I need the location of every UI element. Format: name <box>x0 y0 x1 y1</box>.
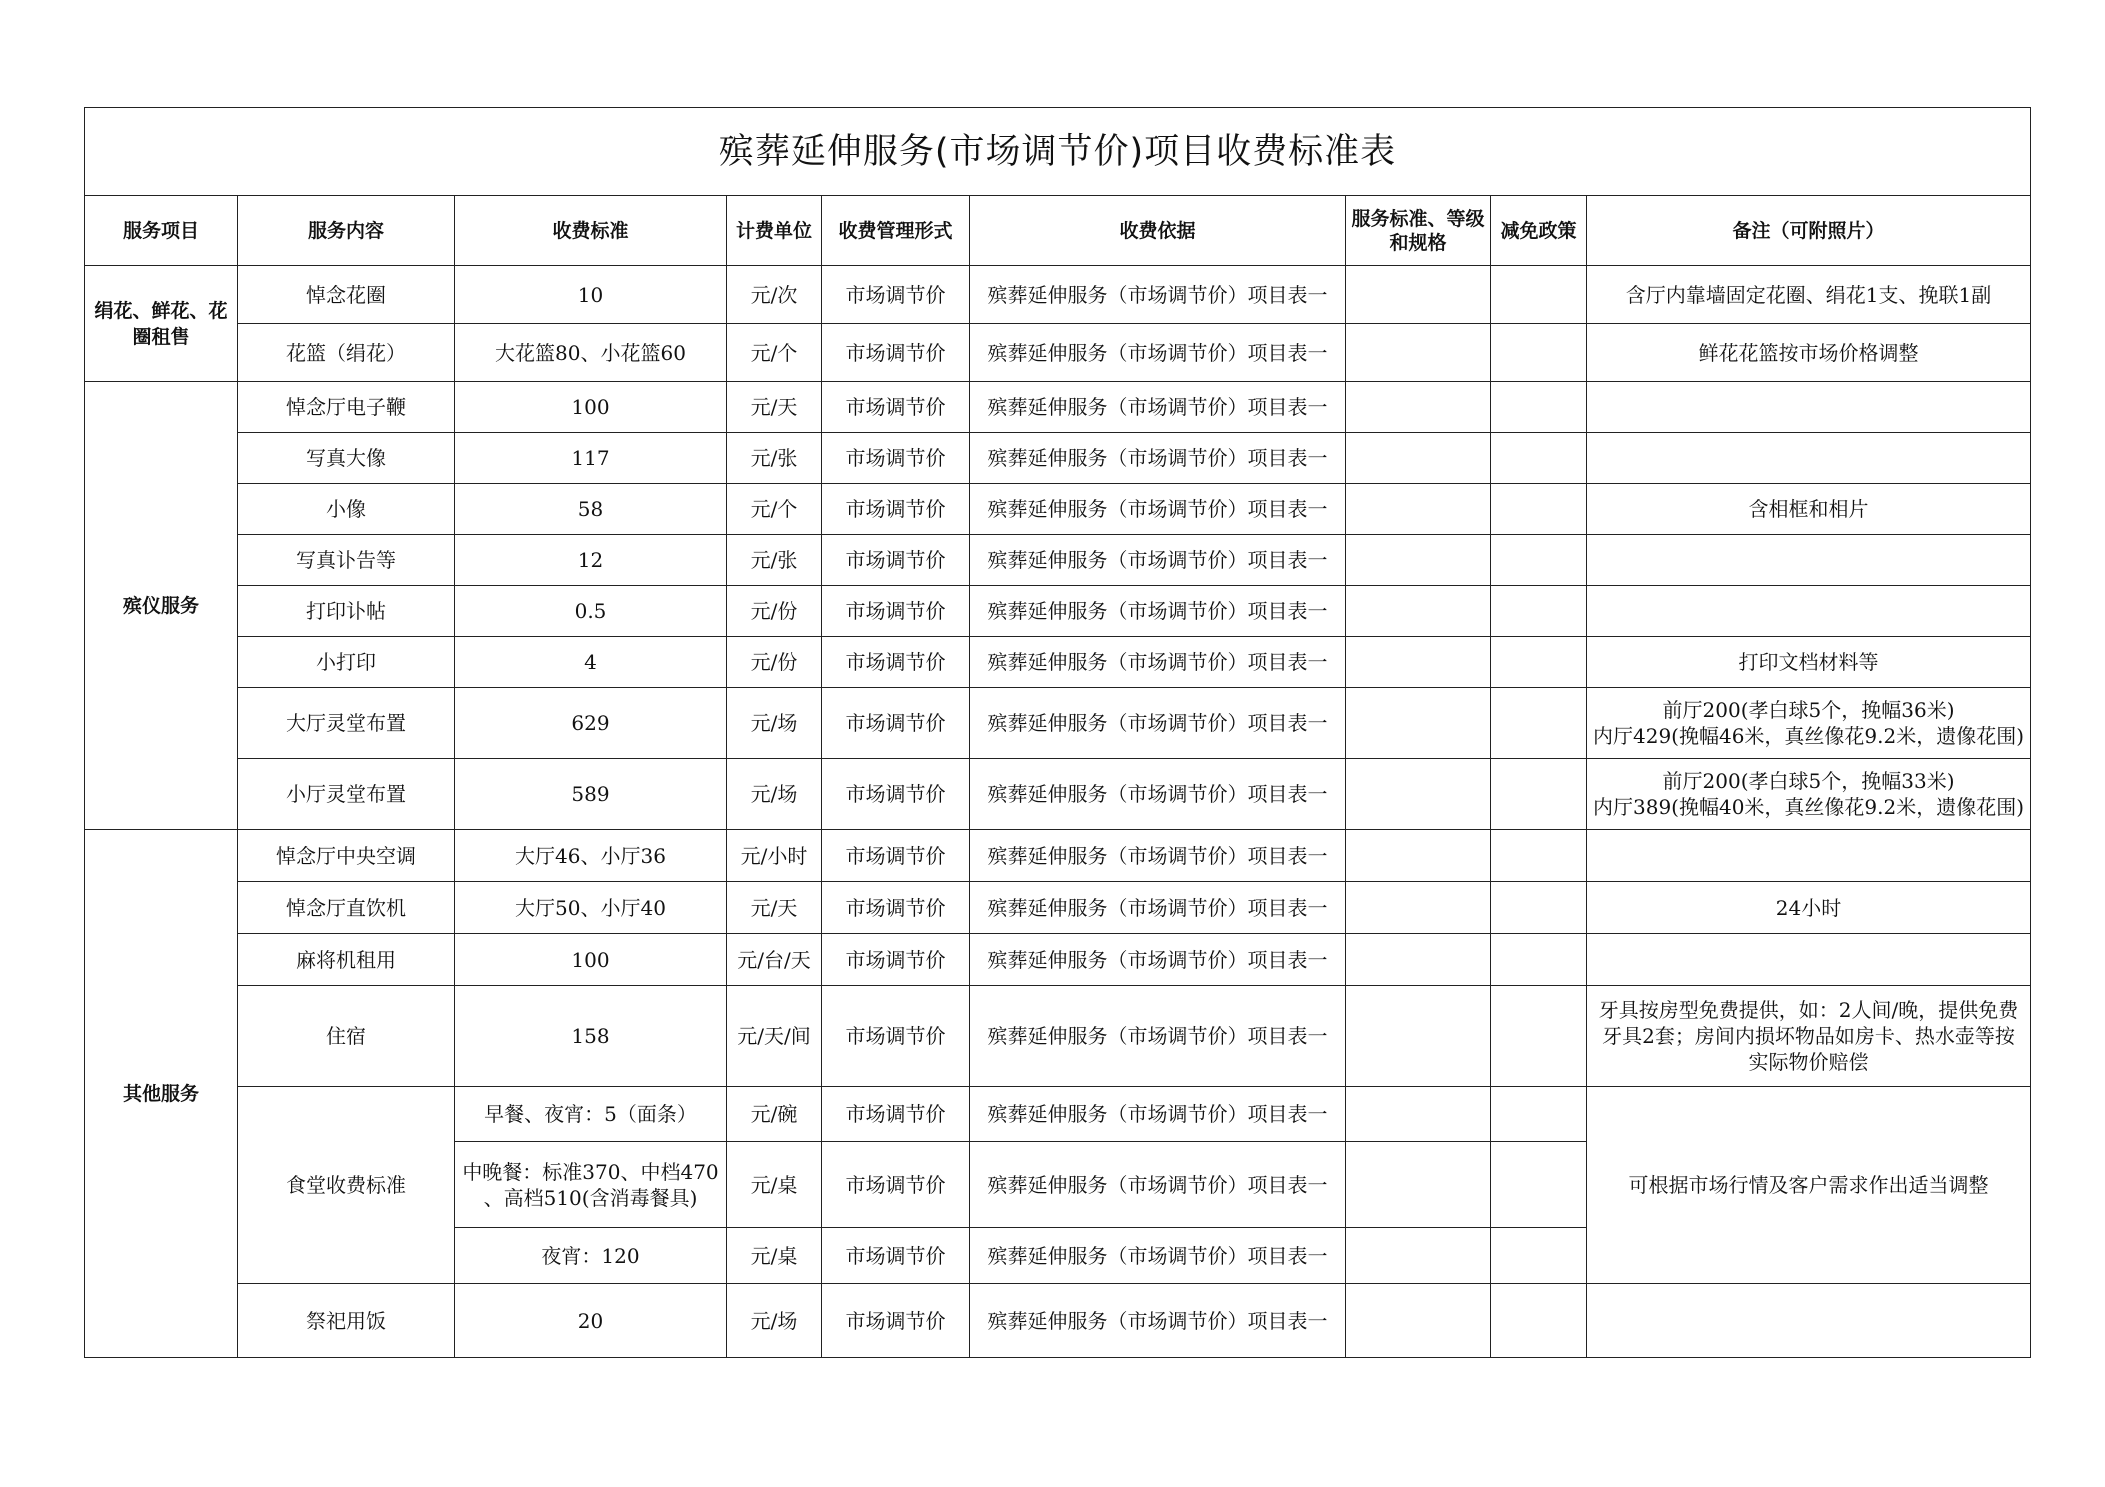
category-flowers: 绢花、鲜花、花圈租售 <box>85 266 238 382</box>
cell-form: 市场调节价 <box>822 484 970 535</box>
remark-line: 前厅200(孝白球5个，挽幅33米) <box>1662 769 1955 793</box>
cell-unit: 元/场 <box>727 688 822 759</box>
cell-remark <box>1587 586 2031 637</box>
cell-standard: 20 <box>455 1284 727 1358</box>
cell-level <box>1346 637 1491 688</box>
fee-table <box>84 107 2031 1358</box>
cell-unit: 元/场 <box>727 759 822 830</box>
remark-line: 牙具2套；房间内损坏物品如房卡、热水壶等按 <box>1602 1024 2015 1048</box>
cell-basis: 殡葬延伸服务（市场调节价）项目表一 <box>970 934 1346 986</box>
cell-remark <box>1587 433 2031 484</box>
cell-form: 市场调节价 <box>822 637 970 688</box>
cell-form: 市场调节价 <box>822 759 970 830</box>
cell-policy <box>1491 759 1587 830</box>
cell-policy <box>1491 1228 1587 1284</box>
cell-remark: 鲜花花篮按市场价格调整 <box>1587 324 2031 382</box>
cell-unit: 元/天 <box>727 882 822 934</box>
cell-unit: 元/场 <box>727 1284 822 1358</box>
cell-policy <box>1491 688 1587 759</box>
header-form: 收费管理形式 <box>822 196 970 266</box>
table-row <box>85 759 2031 830</box>
cell-level <box>1346 759 1491 830</box>
cell-basis: 殡葬延伸服务（市场调节价）项目表一 <box>970 1284 1346 1358</box>
cell-policy <box>1491 586 1587 637</box>
table-row <box>85 382 2031 433</box>
cell-remark: 可根据市场行情及客户需求作出适当调整 <box>1587 1087 2031 1284</box>
cell-form: 市场调节价 <box>822 986 970 1087</box>
cell-content: 小打印 <box>238 637 455 688</box>
cell-unit: 元/天/间 <box>727 986 822 1087</box>
cell-content: 悼念厅直饮机 <box>238 882 455 934</box>
cell-level <box>1346 586 1491 637</box>
cell-remark: 24小时 <box>1587 882 2031 934</box>
cell-remark <box>1587 535 2031 586</box>
cell-remark <box>1587 759 2031 830</box>
table-row <box>85 586 2031 637</box>
cell-form: 市场调节价 <box>822 586 970 637</box>
cell-content: 食堂收费标准 <box>238 1087 455 1284</box>
cell-basis: 殡葬延伸服务（市场调节价）项目表一 <box>970 266 1346 324</box>
cell-standard: 629 <box>455 688 727 759</box>
header-level: 服务标准、等级和规格 <box>1346 196 1491 266</box>
standard-line: 、高档510(含消毒餐具) <box>483 1185 698 1210</box>
cell-form: 市场调节价 <box>822 535 970 586</box>
cell-level <box>1346 1284 1491 1358</box>
cell-standard: 100 <box>455 382 727 433</box>
cell-form: 市场调节价 <box>822 1087 970 1142</box>
cell-standard: 58 <box>455 484 727 535</box>
cell-standard: 大厅50、小厅40 <box>455 882 727 934</box>
cell-policy <box>1491 934 1587 986</box>
table-row <box>85 830 2031 882</box>
cell-basis: 殡葬延伸服务（市场调节价）项目表一 <box>970 688 1346 759</box>
cell-standard: 158 <box>455 986 727 1087</box>
cell-level <box>1346 934 1491 986</box>
cell-form: 市场调节价 <box>822 266 970 324</box>
table-row <box>85 324 2031 382</box>
cell-basis: 殡葬延伸服务（市场调节价）项目表一 <box>970 986 1346 1087</box>
table-row <box>85 637 2031 688</box>
cell-policy <box>1491 1284 1587 1358</box>
cell-content: 小像 <box>238 484 455 535</box>
cell-level <box>1346 688 1491 759</box>
header-policy: 减免政策 <box>1491 196 1587 266</box>
header-basis: 收费依据 <box>970 196 1346 266</box>
cell-policy <box>1491 433 1587 484</box>
cell-level <box>1346 882 1491 934</box>
header-unit: 计费单位 <box>727 196 822 266</box>
cell-basis: 殡葬延伸服务（市场调节价）项目表一 <box>970 759 1346 830</box>
standard-line: 中晚餐：标准370、中档470 <box>462 1159 719 1184</box>
cell-content: 写真讣告等 <box>238 535 455 586</box>
remark-line: 内厅389(挽幅40米，真丝像花9.2米，遗像花围) <box>1593 795 2025 819</box>
cell-unit: 元/桌 <box>727 1142 822 1228</box>
cell-content: 麻将机租用 <box>238 934 455 986</box>
cell-unit: 元/桌 <box>727 1228 822 1284</box>
header-remark: 备注（可附照片） <box>1587 196 2031 266</box>
cell-remark <box>1587 934 2031 986</box>
cell-basis: 殡葬延伸服务（市场调节价）项目表一 <box>970 382 1346 433</box>
cell-content: 住宿 <box>238 986 455 1087</box>
cell-basis: 殡葬延伸服务（市场调节价）项目表一 <box>970 535 1346 586</box>
cell-level <box>1346 324 1491 382</box>
cell-level <box>1346 1142 1491 1228</box>
cell-form: 市场调节价 <box>822 830 970 882</box>
cell-policy <box>1491 986 1587 1087</box>
cell-form: 市场调节价 <box>822 1228 970 1284</box>
cell-basis: 殡葬延伸服务（市场调节价）项目表一 <box>970 830 1346 882</box>
cell-level <box>1346 535 1491 586</box>
cell-content: 大厅灵堂布置 <box>238 688 455 759</box>
cell-basis: 殡葬延伸服务（市场调节价）项目表一 <box>970 433 1346 484</box>
cell-unit: 元/份 <box>727 637 822 688</box>
remark-line: 实际物价赔偿 <box>1748 1050 1869 1074</box>
cell-level <box>1346 1228 1491 1284</box>
cell-level <box>1346 1087 1491 1142</box>
cell-remark <box>1587 830 2031 882</box>
table-row <box>85 934 2031 986</box>
cell-policy <box>1491 535 1587 586</box>
cell-content: 小厅灵堂布置 <box>238 759 455 830</box>
cell-remark: 含厅内靠墙固定花圈、绢花1支、挽联1副 <box>1587 266 2031 324</box>
table-row <box>85 688 2031 759</box>
table-row <box>85 986 2031 1087</box>
cell-content: 打印讣帖 <box>238 586 455 637</box>
cell-content: 悼念花圈 <box>238 266 455 324</box>
table-row <box>85 484 2031 535</box>
cell-policy <box>1491 882 1587 934</box>
cell-policy <box>1491 1087 1587 1142</box>
category-other: 其他服务 <box>85 830 238 1358</box>
cell-basis: 殡葬延伸服务（市场调节价）项目表一 <box>970 484 1346 535</box>
cell-basis: 殡葬延伸服务（市场调节价）项目表一 <box>970 324 1346 382</box>
cell-standard: 100 <box>455 934 727 986</box>
cell-content: 悼念厅中央空调 <box>238 830 455 882</box>
cell-standard: 0.5 <box>455 586 727 637</box>
table-row <box>85 433 2031 484</box>
cell-form: 市场调节价 <box>822 382 970 433</box>
cell-standard <box>455 1142 727 1228</box>
cell-remark <box>1587 1284 2031 1358</box>
cell-policy <box>1491 1142 1587 1228</box>
header-category: 服务项目 <box>85 196 238 266</box>
cell-remark: 打印文档材料等 <box>1587 637 2031 688</box>
cell-remark: 含相框和相片 <box>1587 484 2031 535</box>
cell-standard: 夜宵：120 <box>455 1228 727 1284</box>
table-row <box>85 266 2031 324</box>
cell-form: 市场调节价 <box>822 934 970 986</box>
cell-basis: 殡葬延伸服务（市场调节价）项目表一 <box>970 1142 1346 1228</box>
cell-level <box>1346 830 1491 882</box>
cell-form: 市场调节价 <box>822 1142 970 1228</box>
cell-unit: 元/台/天 <box>727 934 822 986</box>
cell-basis: 殡葬延伸服务（市场调节价）项目表一 <box>970 586 1346 637</box>
cell-content: 悼念厅电子鞭 <box>238 382 455 433</box>
table-row <box>85 1087 2031 1142</box>
cell-policy <box>1491 637 1587 688</box>
cell-level <box>1346 433 1491 484</box>
cell-form: 市场调节价 <box>822 688 970 759</box>
table-row <box>85 1284 2031 1358</box>
cell-policy <box>1491 830 1587 882</box>
remark-line: 牙具按房型免费提供，如：2人间/晚，提供免费 <box>1598 998 2019 1022</box>
cell-unit: 元/张 <box>727 433 822 484</box>
cell-unit: 元/次 <box>727 266 822 324</box>
cell-form: 市场调节价 <box>822 324 970 382</box>
cell-standard: 大厅46、小厅36 <box>455 830 727 882</box>
cell-standard: 早餐、夜宵：5（面条） <box>455 1087 727 1142</box>
cell-policy <box>1491 266 1587 324</box>
remark-line: 前厅200(孝白球5个，挽幅36米) <box>1662 698 1955 722</box>
cell-remark <box>1587 688 2031 759</box>
cell-basis: 殡葬延伸服务（市场调节价）项目表一 <box>970 1228 1346 1284</box>
cell-unit: 元/份 <box>727 586 822 637</box>
remark-line: 内厅429(挽幅46米，真丝像花9.2米，遗像花围) <box>1593 724 2025 748</box>
header-row <box>85 196 2031 266</box>
cell-unit: 元/个 <box>727 484 822 535</box>
category-funeral: 殡仪服务 <box>85 382 238 830</box>
cell-standard: 10 <box>455 266 727 324</box>
cell-remark <box>1587 986 2031 1087</box>
cell-level <box>1346 986 1491 1087</box>
cell-standard: 大花篮80、小花篮60 <box>455 324 727 382</box>
cell-basis: 殡葬延伸服务（市场调节价）项目表一 <box>970 1087 1346 1142</box>
cell-remark <box>1587 382 2031 433</box>
cell-unit: 元/天 <box>727 382 822 433</box>
cell-unit: 元/个 <box>727 324 822 382</box>
cell-basis: 殡葬延伸服务（市场调节价）项目表一 <box>970 637 1346 688</box>
cell-policy <box>1491 484 1587 535</box>
cell-policy <box>1491 324 1587 382</box>
header-standard: 收费标准 <box>455 196 727 266</box>
cell-content: 写真大像 <box>238 433 455 484</box>
header-content: 服务内容 <box>238 196 455 266</box>
cell-basis: 殡葬延伸服务（市场调节价）项目表一 <box>970 882 1346 934</box>
cell-standard: 12 <box>455 535 727 586</box>
cell-level <box>1346 484 1491 535</box>
table-row <box>85 535 2031 586</box>
table-row <box>85 882 2031 934</box>
cell-form: 市场调节价 <box>822 433 970 484</box>
cell-content: 祭祀用饭 <box>238 1284 455 1358</box>
cell-unit: 元/小时 <box>727 830 822 882</box>
cell-form: 市场调节价 <box>822 882 970 934</box>
cell-level <box>1346 382 1491 433</box>
cell-unit: 元/碗 <box>727 1087 822 1142</box>
cell-form: 市场调节价 <box>822 1284 970 1358</box>
cell-standard: 589 <box>455 759 727 830</box>
table-title: 殡葬延伸服务(市场调节价)项目收费标准表 <box>85 108 2031 196</box>
cell-standard: 4 <box>455 637 727 688</box>
cell-policy <box>1491 382 1587 433</box>
cell-standard: 117 <box>455 433 727 484</box>
cell-content: 花篮（绢花） <box>238 324 455 382</box>
cell-unit: 元/张 <box>727 535 822 586</box>
cell-level <box>1346 266 1491 324</box>
